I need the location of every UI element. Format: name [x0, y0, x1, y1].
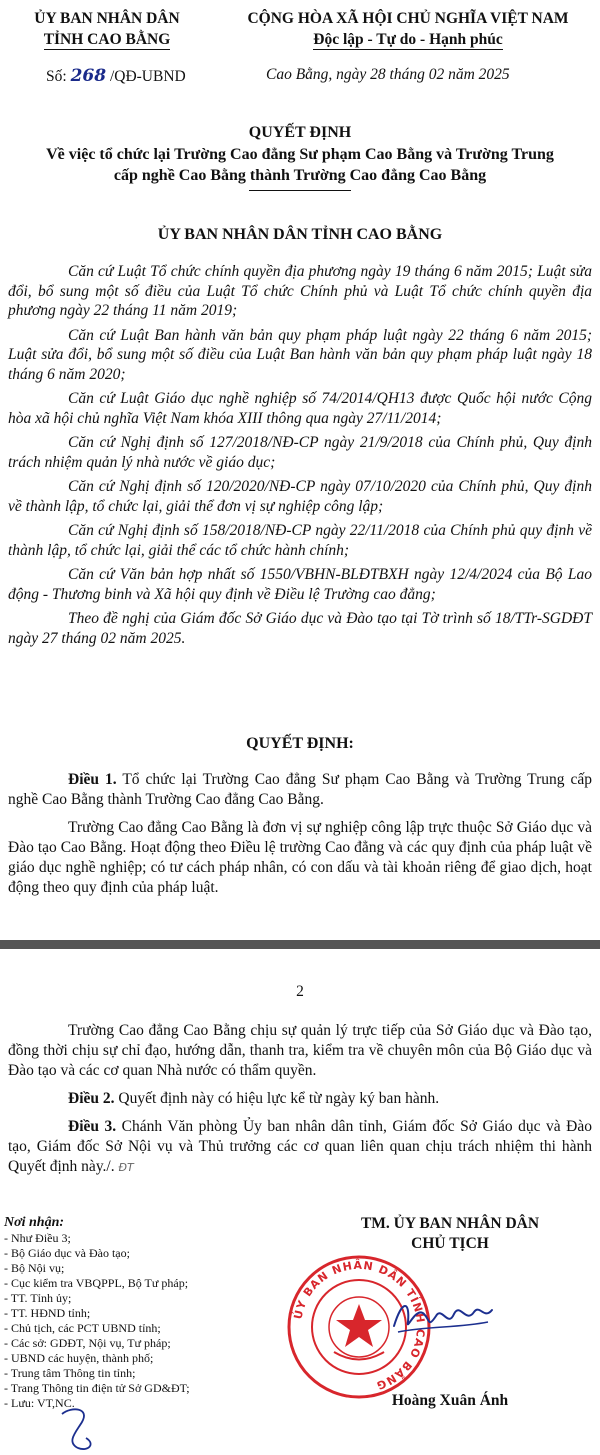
legal-basis: Căn cứ Nghị định số 127/2018/NĐ-CP ngày 21/9/2018 của Chính phủ, Quy định trách nhiệm quản lý nhà nước về giáo dục;	[8, 434, 592, 471]
recipient-item: - TT. HĐND tỉnh;	[4, 1306, 91, 1320]
article-2	[8, 1089, 592, 1109]
recipients-block	[4, 1214, 244, 1411]
legal-basis: Căn cứ Luật Giáo dục nghề nghiệp số 74/2014/QH13 được Quốc hội nước Cộng hòa xã hội chủ nghĩa Việt Nam khóa XIII thông qua ngày 27/11/2014;	[8, 390, 592, 427]
handwritten-signature-icon	[388, 1292, 498, 1342]
recipient-item: - Như Điều 3;	[4, 1231, 71, 1245]
signer-name: Hoàng Xuân Ánh	[391, 1392, 509, 1409]
seal-text: ỦY BAN NHÂN DÂN TỈNH CAO BẰNG	[291, 1258, 428, 1393]
national-header	[216, 8, 600, 50]
document-subtitle	[0, 144, 600, 186]
recipient-item: - TT. Tỉnh ủy;	[4, 1291, 72, 1305]
article-1-paragraph-2: Trường Cao đẳng Cao Bằng là đơn vị sự nghiệp công lập trực thuộc Sở Giáo dục và Đào tạo Cao Bằng. Hoạt động theo Điều lệ trường Cao đẳng và các quy định của pháp luật về giáo dục nghề nghiệp; có tư cách pháp nhân, có con dấu và tài khoản riêng để giao dịch, hoạt động theo quy định của pháp luật.	[8, 819, 592, 896]
initial-mark-icon	[56, 1404, 106, 1454]
agency-header	[0, 8, 214, 50]
subtitle-line-2: cấp nghề Cao Bằng thành Trường Cao đẳng Cao Bằng	[113, 167, 487, 184]
recipient-item: - Bộ Giáo dục và Đào tạo;	[4, 1246, 130, 1260]
article-3-label: Điều 3.	[68, 1118, 117, 1135]
subtitle-line-1: Về việc tổ chức lại Trường Cao đẳng Sư phạm Cao Bằng và Trường Trung	[46, 146, 554, 163]
page-2	[0, 949, 600, 1455]
legal-basis: Căn cứ Nghị định số 158/2018/NĐ-CP ngày 22/11/2018 của Chính phủ quy định về thành lập, tổ chức lại, giải thể các tổ chức hành chính;	[8, 522, 592, 559]
page-number: 2	[296, 983, 304, 1000]
article-3	[8, 1117, 592, 1178]
issuing-authority: ỦY BAN NHÂN DÂN TỈNH CAO BẰNG	[157, 226, 443, 243]
number-value: 268	[70, 66, 107, 86]
recipient-item: - Bộ Nội vụ;	[4, 1261, 65, 1275]
document-title: QUYẾT ĐỊNH	[248, 124, 352, 141]
signer-organization: TM. ỦY BAN NHÂN DÂN	[360, 1215, 540, 1232]
country-name: CỘNG HÒA XÃ HỘI CHỦ NGHĨA VIỆT NAM	[247, 10, 569, 27]
articles-page-2	[8, 1021, 592, 1186]
legal-basis: Theo đề nghị của Giám đốc Sở Giáo dục và Đào tạo tại Tờ trình số 18/TTr-SGDĐT ngày 27 tháng 02 năm 2025.	[8, 610, 592, 647]
recipient-item: - Trang Thông tin điện tử Sở GD&ĐT;	[4, 1381, 190, 1395]
recipient-item: - Chủ tịch, các PCT UBND tỉnh;	[4, 1321, 161, 1335]
document-number	[46, 66, 186, 86]
agency-line1: ỦY BAN NHÂN DÂN	[34, 10, 180, 27]
agency-line2: TỈNH CAO BẰNG	[43, 31, 171, 48]
decision-heading: QUYẾT ĐỊNH:	[246, 735, 354, 752]
article-1-text: Tổ chức lại Trường Cao đẳng Sư phạm Cao Bằng và Trường Trung cấp nghề Cao Bằng thành Trường Cao đẳng Cao Bằng.	[8, 771, 593, 808]
article-1	[8, 770, 592, 810]
recipient-item: - Lưu: VT,NC.	[4, 1396, 75, 1410]
recipient-item: - UBND các huyện, thành phố;	[4, 1351, 154, 1365]
legal-basis: Căn cứ Luật Ban hành văn bản quy phạm pháp luật ngày 22 tháng 6 năm 2015; Luật sửa đổi, bổ sung một số điều của Luật Ban hành văn bản quy phạm pháp luật ngày 18 tháng 6 năm 2020;	[8, 326, 592, 383]
article-1-label: Điều 1.	[68, 771, 117, 788]
legal-bases	[8, 262, 592, 653]
recipients-title: Nơi nhận:	[4, 1215, 65, 1230]
recipients-list	[4, 1231, 244, 1411]
legal-basis: Căn cứ Luật Tổ chức chính quyền địa phương ngày 19 tháng 6 năm 2015; Luật sửa đổi, bổ sung một số điều của Luật Tổ chức Chính phủ và Luật Tổ chức chính quyền địa phương ngày 22 tháng 11 năm 2019;	[8, 263, 592, 319]
article-1-paragraph-3: Trường Cao đẳng Cao Bằng chịu sự quản lý trực tiếp của Sở Giáo dục và Đào tạo, đồng thời chịu sự chỉ đạo, hướng dẫn, thanh tra, kiểm tra về chuyên môn của Bộ Giáo dục và Đào tạo và các cơ quan Nhà nước có thẩm quyền.	[8, 1022, 592, 1079]
signature-block	[291, 1214, 590, 1409]
recipient-item: - Cục kiểm tra VBQPPL, Bộ Tư pháp;	[4, 1276, 189, 1290]
article-2-label: Điều 2.	[68, 1090, 115, 1107]
recipient-item: - Trung tâm Thông tin tỉnh;	[4, 1366, 136, 1380]
handwritten-tick: ĐT	[118, 1161, 134, 1174]
legal-basis: Căn cứ Văn bản hợp nhất số 1550/VBHN-BLĐTBXH ngày 12/4/2024 của Bộ Lao động - Thương binh và Xã hội quy định về Điều lệ Trường cao đẳng;	[8, 566, 592, 603]
number-suffix: /QĐ-UBND	[109, 68, 186, 85]
articles-page-1	[8, 770, 592, 906]
subtitle-rule	[249, 190, 351, 191]
article-3-text: Chánh Văn phòng Ủy ban nhân dân tỉnh, Giám đốc Sở Giáo dục và Đào tạo, Giám đốc Sở Nội vụ và Thủ trưởng các cơ quan liên quan chịu trách nhiệm thi hành Quyết định này./.	[8, 1118, 592, 1175]
article-2-text: Quyết định này có hiệu lực kể từ ngày ký ban hành.	[114, 1090, 440, 1107]
recipient-item: - Các sở: GDĐT, Nội vụ, Tư pháp;	[4, 1336, 171, 1350]
number-prefix: Số:	[46, 68, 67, 85]
national-motto: Độc lập - Tự do - Hạnh phúc	[313, 31, 503, 48]
place-date: Cao Bằng, ngày 28 tháng 02 năm 2025	[266, 66, 510, 83]
signer-title: CHỦ TỊCH	[411, 1235, 489, 1252]
legal-basis: Căn cứ Nghị định số 120/2020/NĐ-CP ngày 07/10/2020 của Chính phủ, Quy định về thành lập, tổ chức lại, giải thể đơn vị sự nghiệp công lập;	[8, 478, 592, 515]
page-separator	[0, 940, 600, 949]
